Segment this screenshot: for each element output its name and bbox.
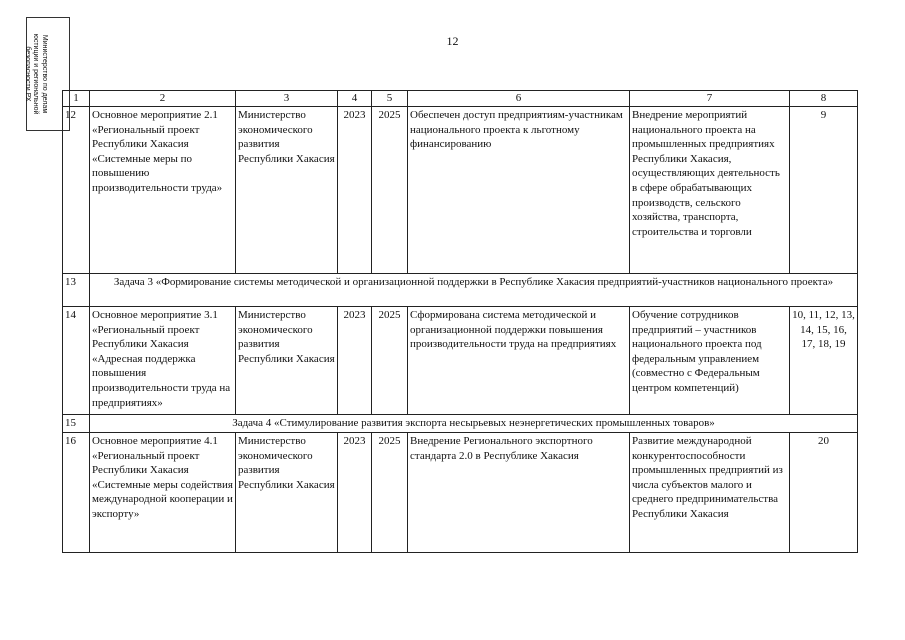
executor-cell: Министерство экономического развития Республики Хакасия <box>236 107 338 274</box>
directions-cell: Внедрение мероприятий национального проекта на промышленных предприятиях Республики Хакасия, осуществляющих деятельность в сфере обрабатывающих производств, сельского хозяйства, транспорта, строительства и торговли <box>630 107 790 274</box>
row-number: 14 <box>63 307 90 415</box>
task-row <box>63 415 858 433</box>
executor-cell: Министерство экономического развития Республики Хакасия <box>236 307 338 415</box>
row-number: 15 <box>63 415 90 433</box>
result-cell: Сформирована система методической и организационной поддержки повышения производительности труда на предприятиях <box>408 307 630 415</box>
start-year-cell: 2023 <box>338 107 372 274</box>
table-row <box>63 107 858 274</box>
row-number: 13 <box>63 274 90 307</box>
measures-table <box>62 90 858 553</box>
indicators-cell: 20 <box>790 433 858 553</box>
activity-cell: Основное мероприятие 3.1 «Региональный проект Республики Хакасия «Адресная поддержка повышения производительности труда на предприятиях» <box>90 307 236 415</box>
result-cell: Внедрение Регионального экспортного стандарта 2.0 в Республике Хакасия <box>408 433 630 553</box>
column-header: 2 <box>90 91 236 107</box>
directions-cell: Развитие международной конкурентоспособности промышленных предприятий из числа субъектов малого и среднего предпринимательства Республики Хакасия <box>630 433 790 553</box>
table-row <box>63 433 858 553</box>
activity-cell: Основное мероприятие 4.1 «Региональный проект Республики Хакасия «Системные меры содействия международной кооперации и экспорту» <box>90 433 236 553</box>
column-header: 5 <box>372 91 408 107</box>
indicators-cell: 10, 11, 12, 13, 14, 15, 16, 17, 18, 19 <box>790 307 858 415</box>
task-heading: Задача 3 «Формирование системы методической и организационной поддержки в Республике Хакасия предприятий-участников национального проекта» <box>90 274 858 307</box>
column-header: 7 <box>630 91 790 107</box>
row-number: 16 <box>63 433 90 553</box>
task-row <box>63 274 858 307</box>
end-year-cell: 2025 <box>372 107 408 274</box>
result-cell: Обеспечен доступ предприятиям-участникам национального проекта к льготному финансированию <box>408 107 630 274</box>
table-row <box>63 307 858 415</box>
column-header: 8 <box>790 91 858 107</box>
page-number: 12 <box>446 34 459 48</box>
start-year-cell: 2023 <box>338 433 372 553</box>
column-header: 1 <box>63 91 90 107</box>
task-heading: Задача 4 «Стимулирование развития экспорта несырьевых неэнергетических промышленных товаров» <box>90 415 858 433</box>
column-header: 4 <box>338 91 372 107</box>
directions-cell: Обучение сотрудников предприятий – участников национального проекта под федеральным управлением (совместно с Федеральным центром компетенций) <box>630 307 790 415</box>
indicators-cell: 9 <box>790 107 858 274</box>
column-header: 3 <box>236 91 338 107</box>
table-header-row <box>63 91 858 107</box>
start-year-cell: 2023 <box>338 307 372 415</box>
end-year-cell: 2025 <box>372 433 408 553</box>
executor-cell: Министерство экономического развития Республики Хакасия <box>236 433 338 553</box>
row-number: 12 <box>63 107 90 274</box>
stamp-text: Министерство по делам юстиции и региональной безопасности РХ <box>24 33 48 115</box>
activity-cell: Основное мероприятие 2.1 «Региональный проект Республики Хакасия «Системные меры по повышению производительности труда» <box>90 107 236 274</box>
end-year-cell: 2025 <box>372 307 408 415</box>
column-header: 6 <box>408 91 630 107</box>
